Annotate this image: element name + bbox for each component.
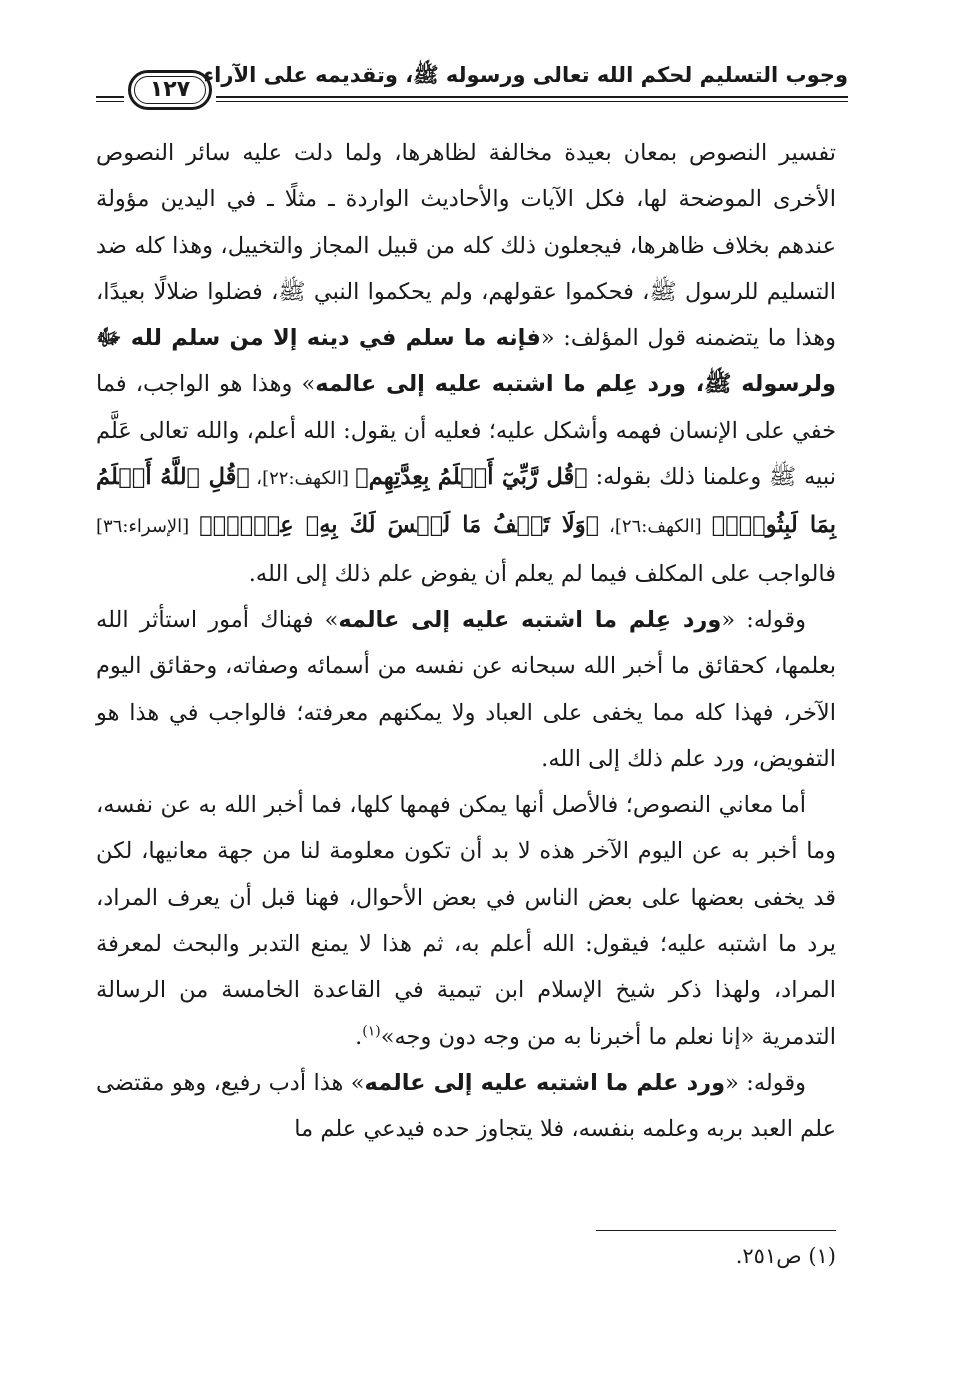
paragraph	[96, 597, 836, 782]
paragraph	[96, 130, 836, 597]
verse-reference: [الكهف:٢٦]،	[599, 516, 712, 538]
verse-reference: [الإسراء:٣٦]	[96, 516, 200, 538]
paragraph-text: فالواجب على المكلف فيما لم يعلم أن يفوض علم ذلك إلى الله.	[248, 560, 836, 587]
bold-quote: ورد عِلم ما اشتبه عليه إلى عالمه	[338, 606, 722, 633]
page-number: ١٢٧	[149, 77, 191, 102]
paragraph-text: .	[355, 1023, 363, 1050]
paragraph-text: » فهناك أمور استأثر الله بعلمها، كحقائق ما أخبر الله سبحانه عن نفسه من أسمائه وصفاته، وحقائق اليوم الآخر، فهذا كله مما يخفى على العباد ولا يمكنهم معرفته؛ فالواجب في هذا هو التفويض، ورد علم ذلك إلى الله.	[96, 606, 836, 772]
bold-quote: فإنه ما سلم في دينه إلا من سلم لله ﷻ ولرسوله ﷺ، ورد عِلم ما اشتبه عليه إلى عالمه	[96, 325, 836, 398]
header-rule-thin	[216, 101, 848, 102]
running-header	[96, 56, 848, 116]
page-number-frame	[128, 70, 212, 110]
paragraph-text: وقوله: «	[721, 606, 806, 633]
quran-verse: ﴿قُل رَّبِّيٓ أَعۡلَمُ بِعِدَّتِهِم﴾	[355, 464, 588, 491]
footnote-separator	[596, 1230, 836, 1231]
header-rule-left-thin	[96, 101, 124, 102]
verse-reference: [الكهف:٢٢]،	[249, 468, 356, 490]
paragraph-text: أما معاني النصوص؛ فالأصل أنها يمكن فهمها كلها، فما أخبر الله به عن نفسه، وما أخبر به عن اليوم الآخر هذه لا بد أن تكون معلومة لنا من جهة معانيها، لكن قد يخفى بعضها على بعض الناس في بعض الأحوال، فهنا قبل أن يعرف المراد، يرد ما اشتبه عليه؛ فيقول: الله أعلم به، ثم هذا لا يمنع التدبر والبحث لمعرفة المراد، ولهذا ذكر شيخ الإسلام ابن تيمية في القاعدة الخامسة من الرسالة التدمرية «إنا نعلم ما أخبرنا به من وجه دون وجه»	[96, 792, 836, 1050]
quran-verse: ﴿قُلِ ٱللَّهُ أَعۡلَمُ بِمَا لَبِثُواْۖ﴾	[96, 464, 836, 539]
paragraph-text: » وهذا هو الواجب، فما خفي على الإنسان فهمه وأشكل عليه؛ فعليه أن يقول: الله أعلم، والله تعالى عَلَّم نبيه ﷺ وعلمنا ذلك بقوله:	[96, 371, 836, 491]
quran-verse: ﴿وَلَا تَقۡفُ مَا لَيۡسَ لَكَ بِهِۦ عِلۡمٌۚ﴾	[199, 512, 600, 539]
paragraph-text: وقوله: «	[725, 1069, 806, 1096]
footnote: (١) ص٢٥١.	[735, 1244, 836, 1268]
header-rule-left	[96, 96, 124, 98]
header-rule	[216, 96, 848, 98]
footnote-marker: (١)	[362, 1023, 381, 1040]
body-text	[96, 130, 836, 1153]
paragraph-text: تفسير النصوص بمعان بعيدة مخالفة لظاهرها، ولما دلت عليه سائر النصوص الأخرى الموضحة لها، فكل الآيات والأحاديث الواردة ـ مثلًا ـ في اليدين مؤولة عندهم بخلاف ظاهرها، فيجعلون ذلك كله من قبيل المجاز والتخييل، وهذا كله ضد التسليم للرسول ﷺ، فحكموا عقولهم، ولم يحكموا النبي ﷺ، فضلوا ضلالًا بعيدًا، وهذا ما يتضمنه قول المؤلف: «	[96, 140, 837, 352]
header-title: وجوب التسليم لحكم الله تعالى ورسوله ﷺ، وتقديمه على الآراء	[203, 63, 848, 87]
paragraph-text: » هذا أدب رفيع، وهو مقتضى علم العبد بربه وعلمه بنفسه، فلا يتجاوز حده فيدعي علم ما	[96, 1069, 836, 1143]
bold-quote: ورد علم ما اشتبه عليه إلى عالمه	[364, 1069, 726, 1096]
paragraph	[96, 1060, 836, 1153]
paragraph	[96, 782, 836, 1060]
